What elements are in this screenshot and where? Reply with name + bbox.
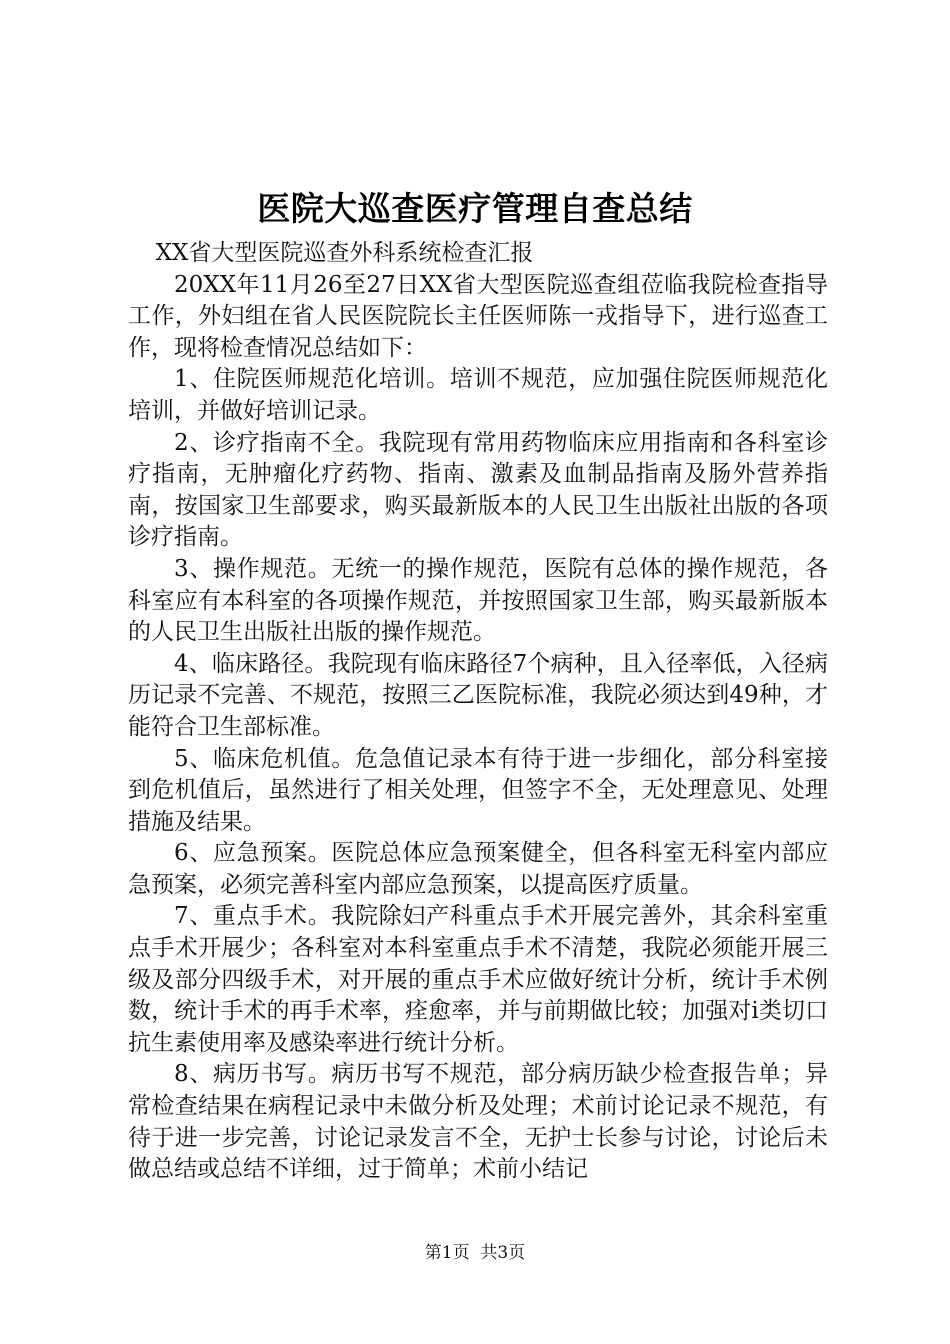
- page-footer: [0, 1241, 950, 1265]
- document-body: [128, 238, 828, 1186]
- item-1-resident-training: 1、住院医师规范化培训。培训不规范，应加强住院医师规范化培训，并做好培训记录。: [128, 366, 828, 424]
- item-5-critical-values: 5、临床危机值。危急值记录本有待于进一步细化，部分科室接到危机值后，虽然进行了相关处理，但签字不全，无处理意见、处理措施及结果。: [128, 745, 828, 835]
- page-number-label: 第1页 共3页: [424, 1243, 526, 1263]
- intro-paragraph: 20XX年11月26至27日XX省大型医院巡查组莅临我院检查指导工作，外妇组在省人民医院院长主任医师陈一戎指导下，进行巡查工作，现将检查情况总结如下：: [128, 271, 828, 361]
- document-title: 医院大巡查医疗管理自查总结: [257, 189, 693, 228]
- item-3-operation-standards: 3、操作规范。无统一的操作规范，医院有总体的操作规范，各科室应有本科室的各项操作规范，并按照国家卫生部，购买最新版本的人民卫生出版社出版的操作规范。: [128, 555, 828, 646]
- item-7-key-surgeries: 7、重点手术。我院除妇产科重点手术开展完善外，其余科室重点手术开展少；各科室对本科室重点手术不清楚，我院必须能开展三级及部分四级手术，对开展的重点手术应做好统计分析，统计手术例数，统计手术的再手术率，痊愈率，并与前期做比较；加强对ⅰ类切口抗生素使用率及感染率进行统计分析。: [128, 903, 828, 1056]
- item-6-emergency-plans: 6、应急预案。医院总体应急预案健全，但各科室无科室内部应急预案，必须完善科室内部应急预案，以提高医疗质量。: [128, 840, 828, 898]
- item-4-clinical-pathway: 4、临床路径。我院现有临床路径7个病种，且入径率低，入径病历记录不完善、不规范，按照三乙医院标准，我院必须达到49种，才能符合卫生部标准。: [128, 650, 828, 740]
- report-subtitle: XX省大型医院巡查外科系统检查汇报: [155, 240, 534, 266]
- item-2-treatment-guidelines: 2、诊疗指南不全。我院现有常用药物临床应用指南和各科室诊疗指南，无肿瘤化疗药物、指南、激素及血制品指南及肠外营养指南，按国家卫生部要求，购买最新版本的人民卫生出版社出版的各项诊疗指南。: [128, 429, 828, 551]
- item-8-medical-records: 8、病历书写。病历书写不规范，部分病历缺少检查报告单；异常检查结果在病程记录中未做分析及处理；术前讨论记录不规范，有待于进一步完善，讨论记录发言不全，无护士长参与讨论，讨论后未做总结或总结不详细，过于简单；术前小结记: [128, 1061, 828, 1183]
